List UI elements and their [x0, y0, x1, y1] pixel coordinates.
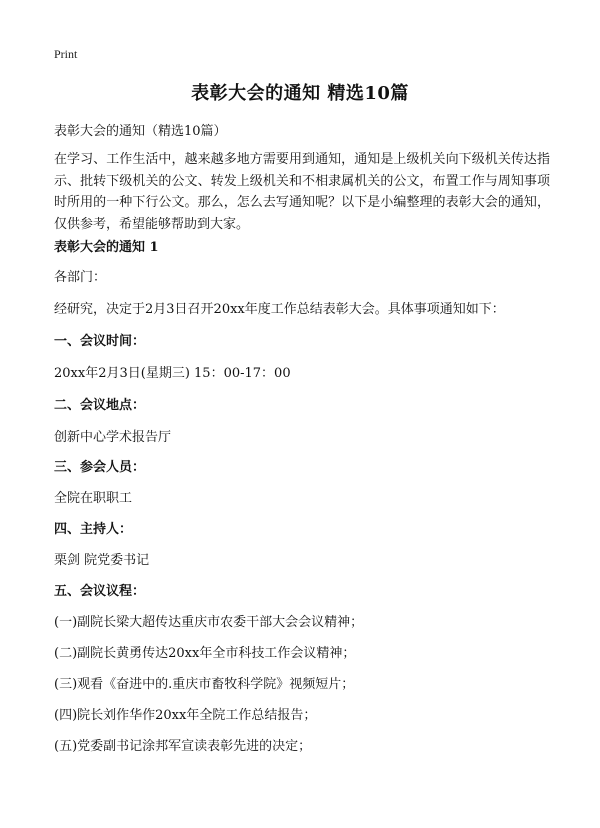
place-value: 创新中心学术报告厅 — [54, 430, 172, 445]
intro-paragraph: 在学习、工作生活中，越来越多地方需要用到通知，通知是上级机关向下级机关传达指示、批转下级机关的公文、转发上级机关和不相隶属机关的公文，布置工作与周知事项时所用的一种下行公文。那么，怎么去写通知呢？以下是小编整理的表彰大会的通知，仅供参考，希望能够帮助到大家。 — [54, 152, 550, 232]
page-title: 表彰大会的通知 精选10篇 — [191, 83, 409, 104]
agenda-item: (一)副院长梁大超传达重庆市农委干部大会会议精神； — [54, 615, 364, 630]
time-value: 20xx年2月3日(星期三) 15：00-17：00 — [54, 366, 291, 381]
agenda-item: (二)副院长黄勇传达20xx年全市科技工作会议精神； — [54, 646, 356, 661]
agenda-item: (四)院长刘作华作20xx年全院工作总结报告； — [54, 708, 317, 723]
host-value: 栗剑 院党委书记 — [54, 553, 150, 568]
place-heading: 二、会议地点： — [54, 398, 146, 413]
host-heading: 四、主持人： — [54, 522, 133, 537]
time-heading: 一、会议时间： — [54, 334, 146, 349]
agenda-heading: 五、会议议程： — [54, 584, 146, 599]
attendees-value: 全院在职职工 — [54, 491, 133, 506]
agenda-item: (三)观看《奋进中的.重庆市畜牧科学院》视频短片； — [54, 677, 355, 692]
print-link[interactable]: Print — [54, 47, 78, 61]
attendees-heading: 三、参会人员： — [54, 460, 146, 475]
opening-paragraph: 经研究，决定于2月3日召开20xx年度工作总结表彰大会。具体事项通知如下： — [54, 302, 505, 317]
section-heading: 表彰大会的通知 1 — [54, 240, 159, 255]
salutation: 各部门： — [54, 270, 107, 285]
agenda-item: (五)党委副书记涂邦军宣读表彰先进的决定； — [54, 739, 312, 754]
document-subtitle: 表彰大会的通知（精选10篇） — [54, 124, 227, 139]
